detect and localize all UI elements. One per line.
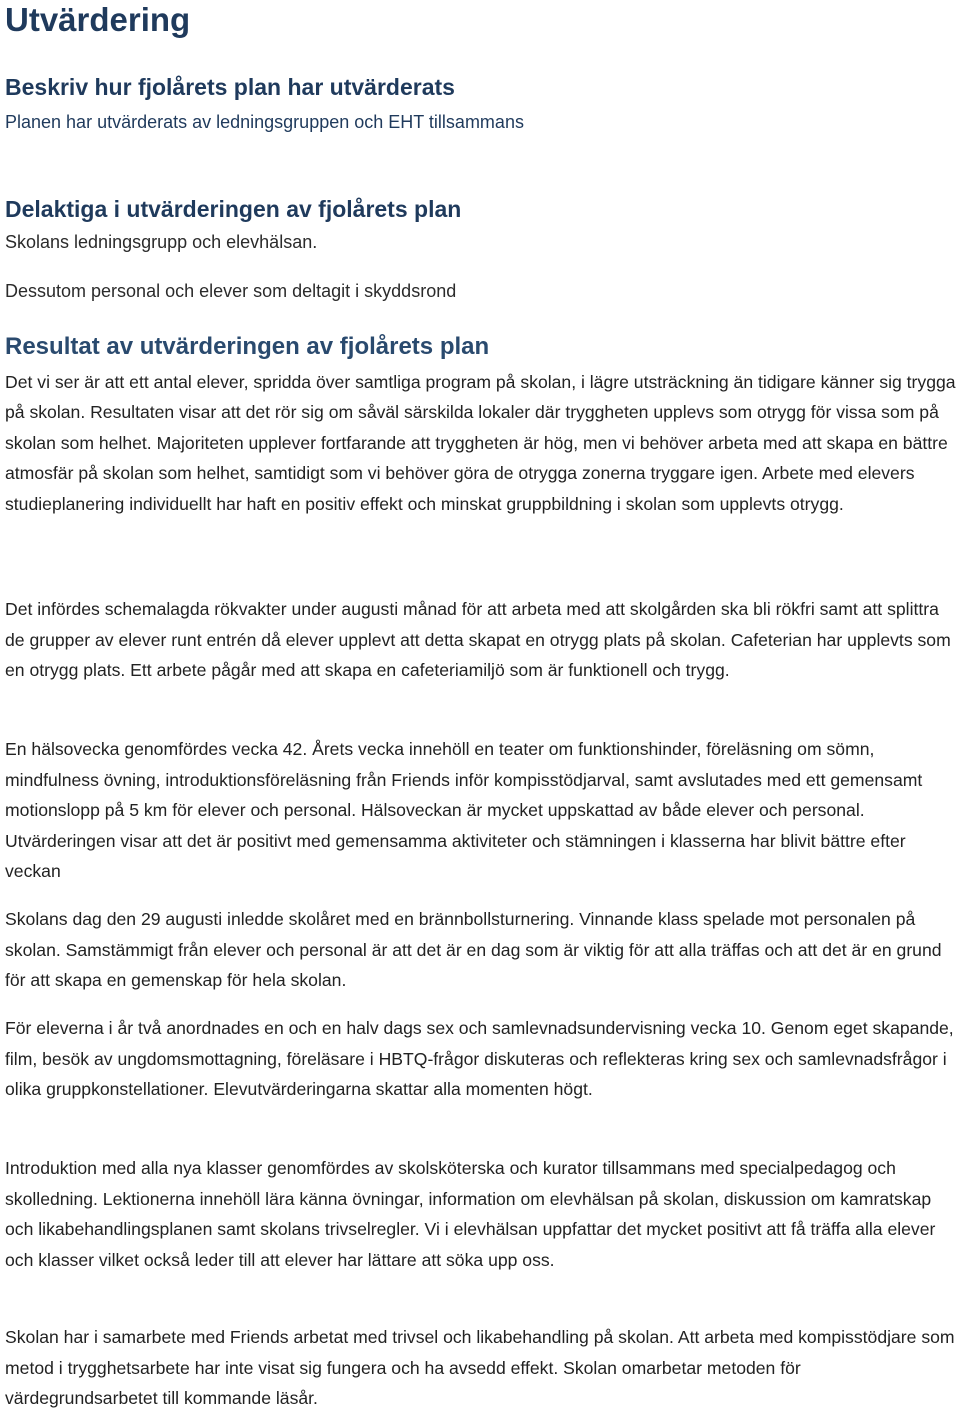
section-heading-results: Resultat av utvärderingen av fjolårets plan [5,333,490,360]
participants-line-1: Skolans ledningsgrupp och elevhälsan. [5,232,318,252]
results-paragraph-introduction: Introduktion med alla nya klasser genomfördes av skolsköterska och kurator tillsammans med specialpedagog och skolledning. Lektionerna innehöll lära känna övningar, information om elevhälsan på skolan, diskussion om kamratskap och likabehandlingsplanen samt skolans trivselregler. Vi i elevhälsan uppfattar det mycket positivt att få träffa alla elever och klasser vilket också leder till att elever har lättare att söka upp oss. [5,1158,936,1270]
results-paragraph-smoking-guards: Det infördes schemalagda rökvakter under augusti månad för att arbeta med att skolgården ska bli rökfri samt att splittra de grupper av elever runt entrén då elever upplevt att detta skapat en otrygg plats på skolan. Cafeterian har upplevts som en otrygg plats. Ett arbete pågår med att skapa en cafeteriamiljö som är funktionell och trygg. [5,599,951,681]
evaluation-method-text: Planen har utvärderats av ledningsgruppen och EHT tillsammans [5,112,524,132]
section-heading-participants: Delaktiga i utvärderingen av fjolårets plan [5,196,462,222]
participants-line-2: Dessutom personal och elever som deltagit i skyddsrond [5,281,457,301]
results-paragraph-sex-education: För eleverna i år två anordnades en och en halv dags sex och samlevnadsundervisning vecka 10. Genom eget skapande, film, besök av ungdomsmottagning, föreläsare i HBTQ-frågor diskuteras och reflekteras kring sex och samlevnadsfrågor i olika gruppkonstellationer. Elevutvärderingarna skattar alla momenten högt. [5,1018,954,1100]
results-paragraph-safety: Det vi ser är att ett antal elever, spridda över samtliga program på skolan, i lägre utsträckning än tidigare känner sig trygga på skolan. Resultaten visar att det rör sig om såväl särskilda lokaler där tryggheten upplevs som otrygg för vissa som på skolan som helhet. Majoriteten upplever fortfarande att tryggheten är hög, men vi behöver arbeta med att skapa en bättre atmosfär på skolan som helhet, samtidigt som vi behöver göra de otrygga zonerna tryggare igen. Arbete med elevers studieplanering individuellt har haft en positiv effekt och minskat gruppbildning i skolan som upplevts otrygg. [5,372,956,514]
page-title: Utvärdering [5,1,191,38]
results-paragraph-school-day: Skolans dag den 29 augusti inledde skolåret med en brännbollsturnering. Vinnande klass spelade mot personalen på skolan. Samstämmigt från elever och personal är att det är en dag som är viktig för att alla träffas och att det är en grund för att skapa en gemenskap för hela skolan. [5,909,942,991]
results-paragraph-health-week: En hälsovecka genomfördes vecka 42. Årets vecka innehöll en teater om funktionshinder, föreläsning om sömn, mindfulness övning, introduktionsföreläsning från Friends inför kompisstödjarval, samt avslutades med ett gemensamt motionslopp på 5 km för elever och personal. Hälsoveckan är mycket uppskattad av både elever och personal. Utvärderingen visar att det är positivt med gemensamma aktiviteter och stämningen i klasserna har blivit bättre efter veckan [5,739,923,882]
results-paragraph-friends: Skolan har i samarbete med Friends arbetat med trivsel och likabehandling på skolan. Att arbeta med kompisstödjare som metod i trygghetsarbete har inte visat sig fungera och ha avsedd effekt. Skolan omarbetar metoden för värdegrundsarbetet till kommande läsår. [5,1327,955,1409]
section-heading-evaluation-method: Beskriv hur fjolårets plan har utvärderats [5,74,455,100]
